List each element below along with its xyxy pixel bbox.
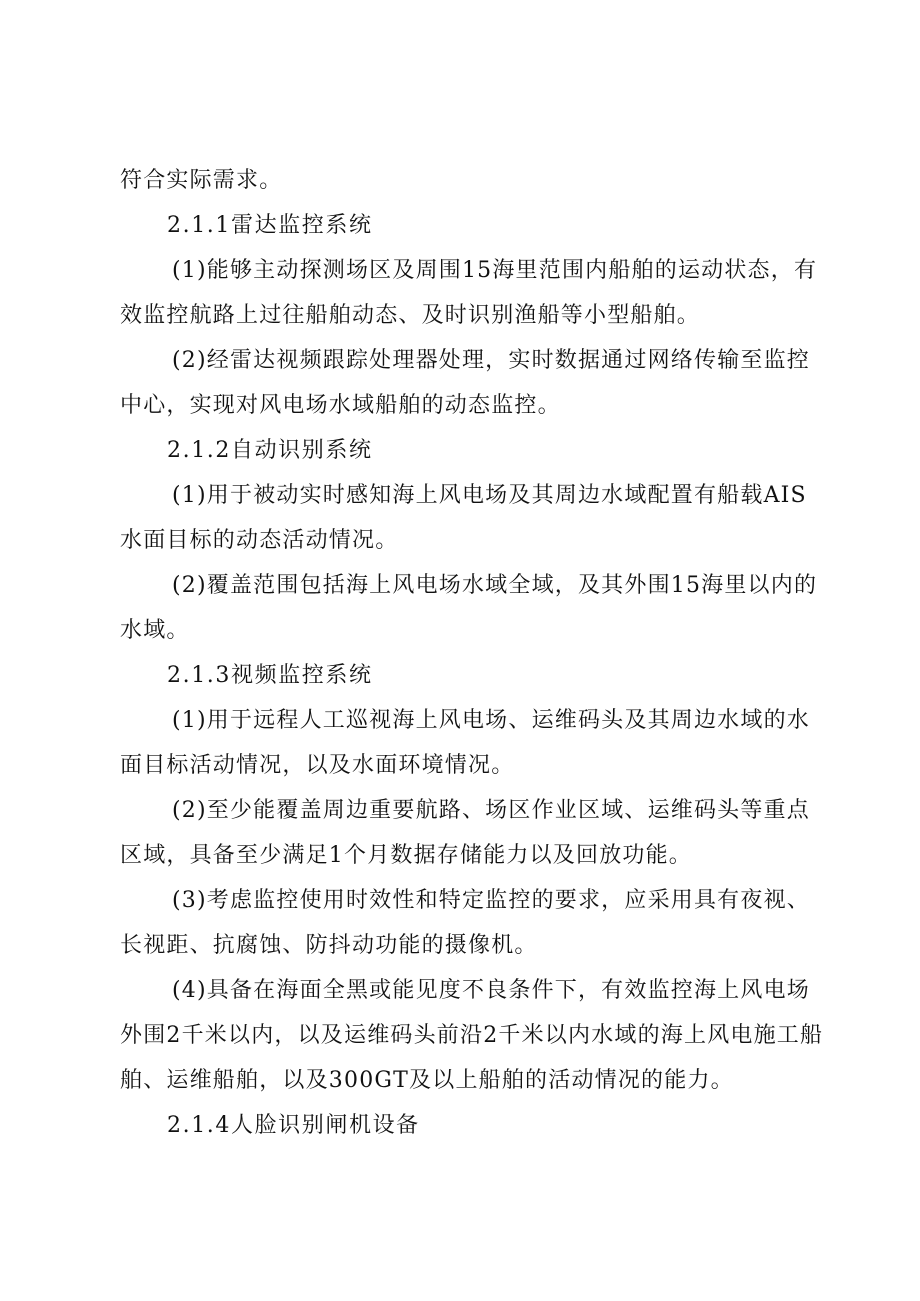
paragraph-line: 符合实际需求。 xyxy=(120,168,283,193)
section-heading-2-1-4: 2.1.4人脸识别闸机设备 xyxy=(167,1113,420,1138)
paragraph-line: 外围2千米以内，以及运维码头前沿2千米以内水域的海上风电施工船 xyxy=(120,1023,824,1048)
paragraph-line: (2)经雷达视频跟踪处理器处理，实时数据通过网络传输至监控 xyxy=(172,348,810,373)
section-heading-2-1-3: 2.1.3视频监控系统 xyxy=(167,663,373,688)
paragraph-line: (1)用于被动实时感知海上风电场及其周边水域配置有船载AIS xyxy=(172,483,807,508)
paragraph-line: 区域，具备至少满足1个月数据存储能力以及回放功能。 xyxy=(120,843,692,868)
paragraph-line: 舶、运维船舶，以及300GT及以上船舶的活动情况的能力。 xyxy=(120,1068,734,1093)
paragraph-line: (4)具备在海面全黑或能见度不良条件下，有效监控海上风电场 xyxy=(172,978,810,1003)
section-heading-2-1-1: 2.1.1雷达监控系统 xyxy=(167,213,373,238)
paragraph-line: 效监控航路上过往船舶动态、及时识别渔船等小型船舶。 xyxy=(120,303,701,328)
paragraph-line: 中心，实现对风电场水域船舶的动态监控。 xyxy=(120,393,561,418)
paragraph-line: 面目标活动情况，以及水面环境情况。 xyxy=(120,753,515,778)
paragraph-line: (2)至少能覆盖周边重要航路、场区作业区域、运维码头等重点 xyxy=(172,798,810,823)
paragraph-line: 水面目标的动态活动情况。 xyxy=(120,528,399,553)
paragraph-line: 长视距、抗腐蚀、防抖动功能的摄像机。 xyxy=(120,933,538,958)
document-body xyxy=(120,158,824,1148)
paragraph-line: (3)考虑监控使用时效性和特定监控的要求，应采用具有夜视、 xyxy=(172,888,810,913)
paragraph-line: (2)覆盖范围包括海上风电场水域全域，及其外围15海里以内的 xyxy=(172,573,818,598)
section-heading-2-1-2: 2.1.2自动识别系统 xyxy=(167,438,373,463)
paragraph-line: (1)用于远程人工巡视海上风电场、运维码头及其周边水域的水 xyxy=(172,708,810,733)
paragraph-line: (1)能够主动探测场区及周围15海里范围内船舶的运动状态，有 xyxy=(172,258,818,283)
paragraph-line: 水域。 xyxy=(120,618,190,643)
